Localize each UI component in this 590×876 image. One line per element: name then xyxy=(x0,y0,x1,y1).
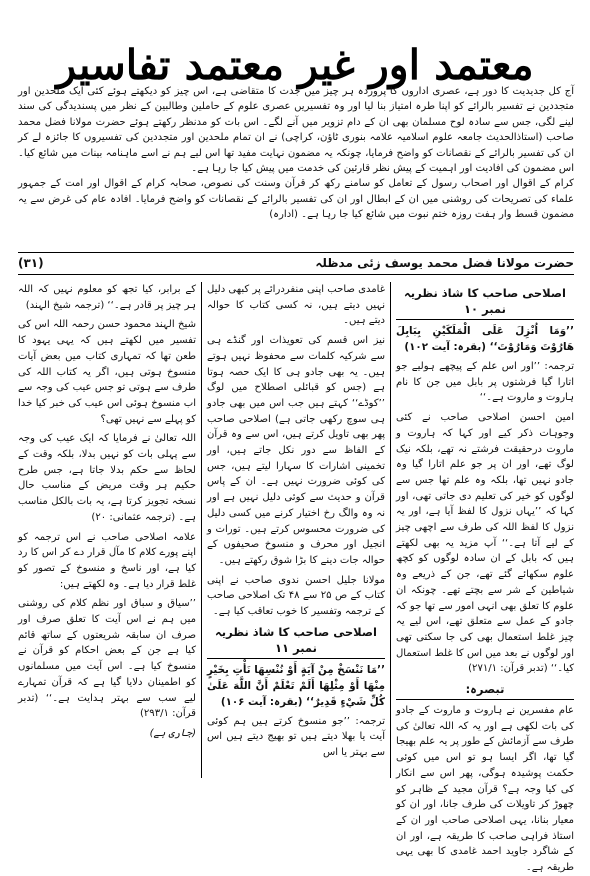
article-column-2 xyxy=(207,282,385,778)
article-paragraph: شیخ الہند محمود حسن رحمہ اللہ اس کی تفسیر میں لکھتے ہیں کہ یہی یہود کا طعن تھا کہ تمہاری کتاب میں بعض آیات منسوخ ہوتی ہیں، اگر یہ کتاب اللہ کی طرف سے ہوتی تو جس عیب کی وجہ سے اب منسوخ ہوئی اس عیب کی خبر کیا خدا کو پہلے سے نہیں تھی؟ xyxy=(18,319,196,425)
article-paragraph: غامدی صاحب اپنی منفردرائے پر کبھی دلیل نہیں دیتے ہیں، نہ کسی کتاب کا حوالہ دیتے ہیں۔ xyxy=(207,284,385,327)
intro-section xyxy=(18,84,574,223)
column-divider xyxy=(390,282,391,778)
section-heading: اصلاحی صاحب کا شاذ نظریہ نمبر ۱۱ xyxy=(207,624,385,659)
article-column-3 xyxy=(18,282,196,778)
intro-paragraph: آج کل جدیدیت کا دور ہے، عصری اداروں کا پروردہ ہر چیز میں جدت کا متقاضی ہے، اس چیز کو دیکھتے ہوئے کئی ایک ملحدین اور متجددین نے تفسیر بالرائے کو اپنا طرہ امتیاز بنا لیا اور وہ تفسیریں عصری علوم کے حاملین وطالبین کے نظر میں پسندیدگی کی سند لینے لگی، جس سے سادہ لوح مسلمان بھی ان کے دام تزویر میں آنے لگے۔ اس بات کو مدنظر رکھتے ہوئے حضرت مولانا فضل محمد صاحب (استاذالحدیث جامعہ علوم اسلامیہ علامہ بنوری ٹاؤن، کراچی) نے ان تمام ملحدین اور متجددین کی تفسیروں کا جائزہ لے کر ان کی تفسیر بالرائے کے نقصانات کو واضح فرمایا، چونکہ یہ مضمون نہایت مفید تھا اس لیے ہم نے اسے ماہنامہ بینات میں شائع کیا۔ اس مضمون کی افادیت اور اہمیت کے پیش نظر قارئین کی خدمت میں پیش کیا جا رہا ہے۔ xyxy=(18,86,574,175)
article-paragraph: کے برابر، کیا تجھ کو معلوم نہیں کہ اللہ ہر چیز پر قادر ہے۔‘‘ (ترجمہ شیخ الہند) xyxy=(18,284,196,311)
quote-paragraph: ’’سیاق و سباق اور نظم کلام کی روشنی میں ہم نے اس آیت کا تعلق صرف اور صرف ان سابقہ شریعتوں کے ساتھ قائم کیا ہے جن کے بعض احکام کو قرآن نے منسوخ کیا ہے۔ اس آیت میں مسلمانوں کو اطمینان دلایا گیا ہے کہ قرآن تمہارے لیے سب سے بہتر ہدایت ہے۔‘‘ (تدبر قرآن: ۲۹۳/۱) xyxy=(18,598,196,720)
section-heading: تبصرہ: xyxy=(396,681,574,700)
section-heading: اصلاحی صاحب کا شاذ نظریہ نمبر ۱۰ xyxy=(396,285,574,320)
intro-paragraph: کرام کے اقوال اور اصحاب رسول کے تعامل کو سامنے رکھ کر قرآن وسنت کی نصوص، صحابہ کرام کے اقوال اور امت کے جمہور علماء کی تصریحات کی روشنی میں ان کے ابطال اور ان کی تفسیر بالرائے کے نقصانات کو واضح فرمایا۔ افادہ عام کی غرض سے یہ مضمون قسط وار ہفت روزہ ختم نبوت میں شائع کیا جا رہا ہے۔ (ادارہ) xyxy=(18,178,574,221)
divider-line xyxy=(18,252,574,253)
author-bar xyxy=(18,254,574,273)
article-paragraph: عام مفسرین نے ہاروت و ماروت کے جادو کی بات لکھی ہے اور یہ کہ اللہ تعالیٰ کی طرف سے آزمائش کے طور پر یہ علم بھیجا گیا تھا، اگر ایسا ہو تو اس میں کوئی حکمت پوشیدہ ہوگی، پھر اس سے انکار کی کیا وجہ ہے؟ قرآن مجید کے ظاہر کو چھوڑ کر تاویلات کی طرف جانا، اور ان کو معیار بنانا، یہی اصلاحی صاحب اور ان کے استاذ فراہی صاحب کا طریقہ ہے، اور ان کے شاگرد جاوید احمد غامدی کا بھی یہی طریقہ ہے۔ xyxy=(396,705,574,874)
article-paragraph: علامہ اصلاحی صاحب نے اس ترجمہ کو اپنے پورے کلام کا مآل قرار دے کر اس کا رد کیا ہے، اور ناسخ و منسوخ کے تصور کو غلط قرار دیا ہے۔ وہ لکھتے ہیں: xyxy=(18,531,196,590)
article-paragraph: امین احسن اصلاحی صاحب نے کئی وجوہات ذکر کیے اور کہا کہ ہاروت و ماروت درحقیقت فرشتے نہ تھے، بلکہ نیک لوگ تھے، اور ان پر جو علم اتارا گیا وہ جادو نہیں تھا، بلکہ وہ علم تھا جس سے لوگوں کو خیر کی تعلیم دی جاتی تھی، اور کہا کہ ’’یہاں نزول کا لفظ آیا ہے، اور یہ نزول کا لفظ اللہ کی طرف سے اچھی چیز کے لیے آتا ہے۔‘‘ آپ مزید یہ بھی لکھتے ہیں کہ بابل کے ان سادہ لوگوں کو کچھ علوم سکھائے گئے تھے، جن کے ذریعے وہ شیاطین کے شر سے بچتے تھے۔ چونکہ ان علوم کا تعلق بھی انہی امور سے تھا جو کہ جادو کے عمل سے متعلق تھے، اس لیے یہ چیز غلط استعمال بھی کی جا سکتی تھی اور لوگوں نے بعد میں اس کا غلط استعمال کیا۔‘‘ (تدبر قرآن: ۲۷۱/۱) xyxy=(396,412,574,675)
issue-number: (۳۱) xyxy=(18,256,44,270)
article-paragraph: نیز اس قسم کی تعویذات اور گنڈے ہی سے شرکیہ کلمات سے محفوظ نہیں ہوتے ہیں۔ یہ بھی جادو ہی کا ایک حصہ ہوتا ہے (جس کو قبائلی اصطلاح میں لوگ ’’کوڈے‘‘ کہتے ہیں جب اس میں بھی جادو ہی سوچ رکھی جاتی ہے) اصلاحی صاحب پھر بھی تاویل کرتے ہیں، اس سے وہ قرآن کے الفاظ سے دور نکل جاتے ہیں، اور تخمینی اشارات کا سہارا لیتے ہیں، جس کی کوئی ضرورت نہیں ہے۔ ان کے پاس قرآن و حدیث سے کوئی دلیل نہیں ہے اور نہ وہ والگ رخ اختیار کرنے میں کسی دلیل کی ضرورت محسوس کرتے ہیں۔ تورات و انجیل اور محرف و منسوخ صحیفوں کے حوالہ جات دینے کا بڑا شوق رکھتے ہیں۔ xyxy=(207,335,385,566)
quran-verse: ’’مَا نَنْسَخْ مِنْ آيَةٍ أَوْ نُنْسِهَا نَأْتِ بِخَيْرٍ مِنْهَا أَوْ مِثْلِهَا أَلَمْ تَعْلَمْ أَنَّ اللَّهَ عَلَىٰ كُلِّ شَيْءٍ قَدِيرٌ‘‘ (بقرہ: آیت ۱۰۶) xyxy=(207,663,385,708)
article-paragraph: اللہ تعالیٰ نے فرمایا کہ ایک عیب کی وجہ سے پہلی بات کو نہیں بدلا، بلکہ وقت کے لحاظ سے حکم بدلا جاتا ہے، جس طرح حکیم ہر وقت مریض کے مناسب حال نسخہ تجویز کرتا ہے، یہ بات بالکل مناسب ہے۔ (ترجمہ عثمانی: ۲۰) xyxy=(18,433,196,523)
translation-paragraph: ترجمہ: ’’اور اس علم کے پیچھے ہولیے جو اتارا گیا فرشتوں پر بابل میں جن کا نام ہاروت و ماروت ہے۔‘‘ xyxy=(396,361,574,404)
continued-note: (جاری ہے) xyxy=(149,727,196,739)
article-columns xyxy=(18,282,574,874)
author-name: حضرت مولانا فضل محمد یوسف زئی مدظلہ xyxy=(315,256,574,270)
column-divider xyxy=(201,282,202,778)
translation-paragraph: ترجمہ: ’’جو منسوخ کرتے ہیں ہم کوئی آیت یا بھلا دیتے ہیں تو بھیج دیتے ہیں اس سے بہتر یا اس xyxy=(207,715,385,759)
quran-verse: ’’وَمَا اُنْزِلَ عَلَی الْمَلَکَیْنِ بِبَابِلَ هَارُوْتَ وَمَارُوْتَ‘‘ (بقرہ: آیت ۱۰۲) xyxy=(396,325,574,353)
article-column-1 xyxy=(396,282,574,874)
divider-line xyxy=(18,274,574,275)
article-paragraph: مولانا جلیل احسن ندوی صاحب نے اپنی کتاب کے ص ۲۵ سے ۴۸ تک اصلاحی صاحب کے ترجمہ وتفسیر کا خوب تعاقب کیا ہے۔ xyxy=(207,574,385,618)
page-title: معتمد اور غیر معتمد تفاسیر xyxy=(56,41,534,90)
